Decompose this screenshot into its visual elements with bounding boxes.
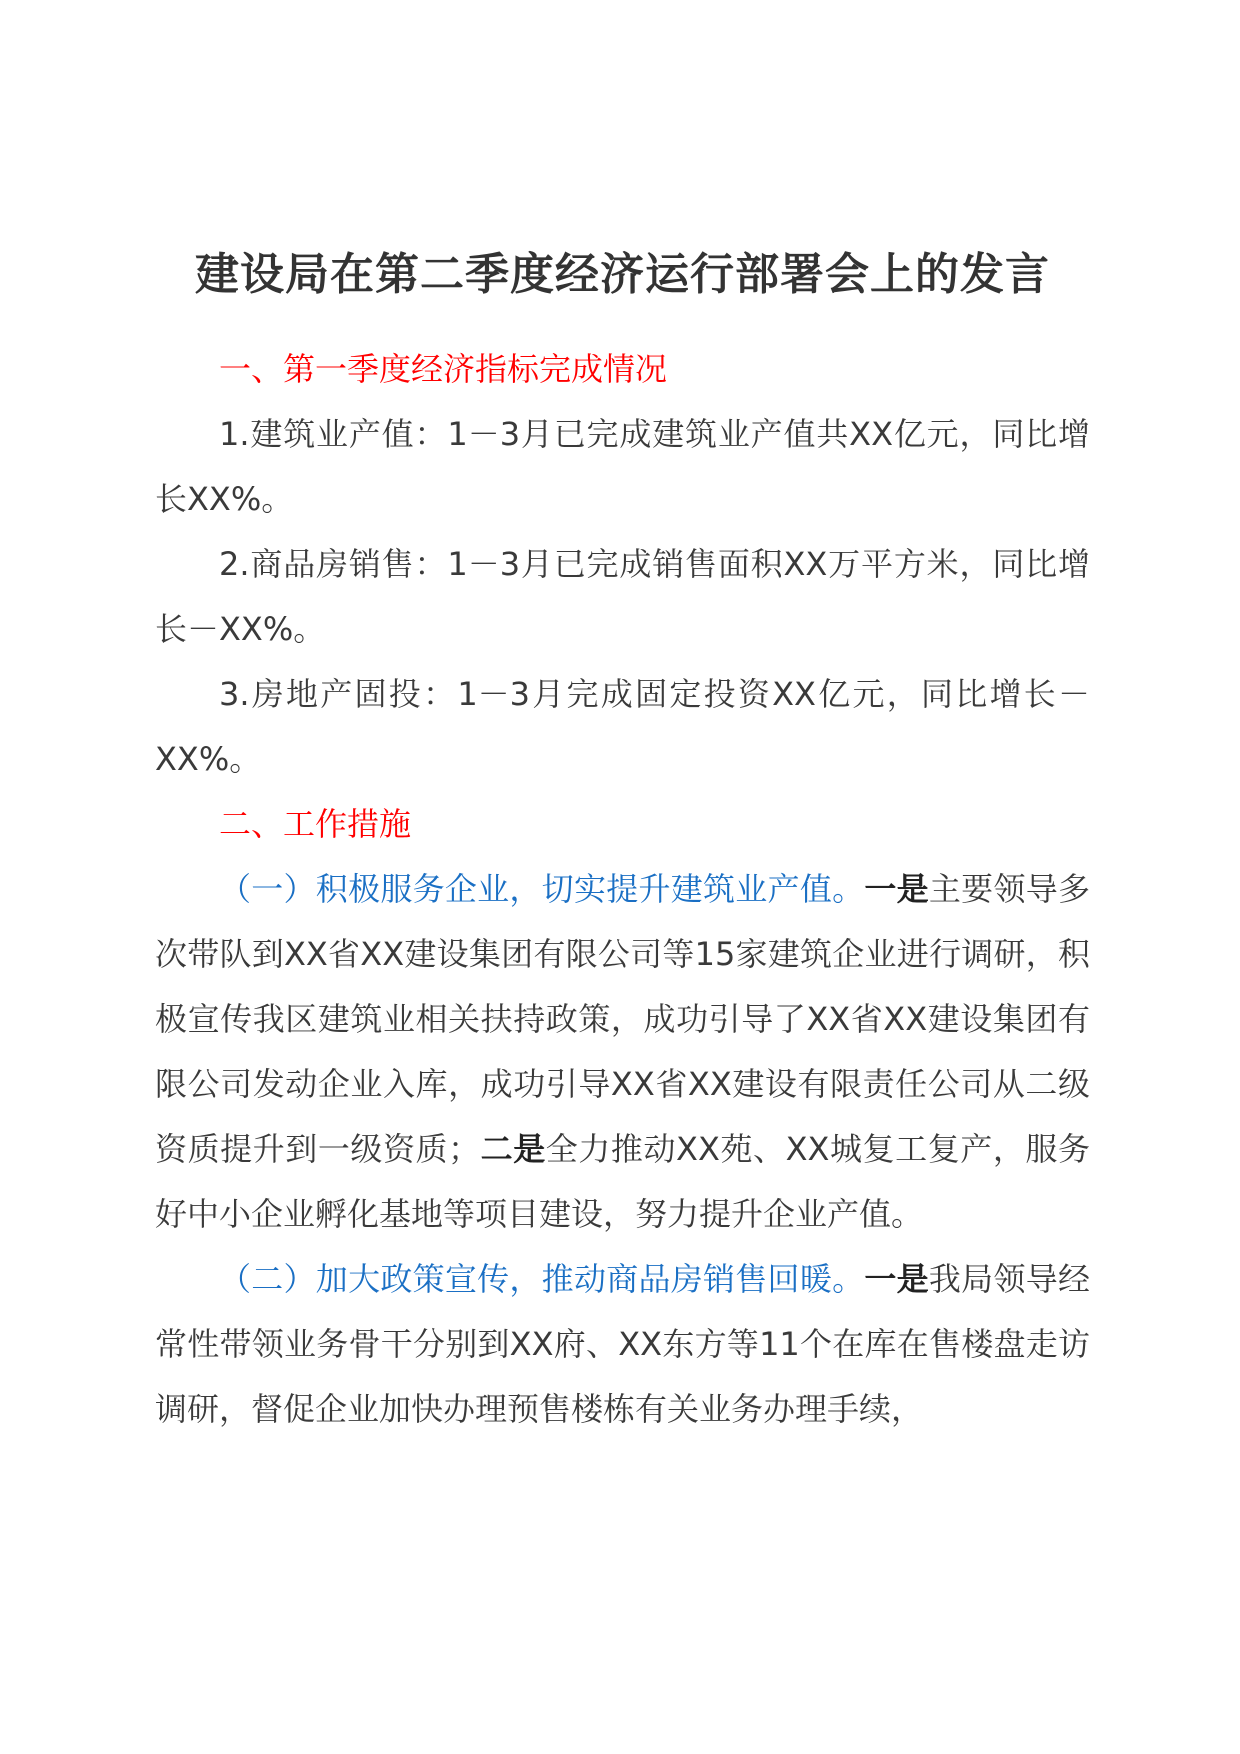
measure-subheading-1: （一）积极服务企业，切实提升建筑业产值。 [219, 870, 865, 908]
keyword-first: 一是 [864, 1260, 929, 1298]
measure-text: 我局领导经常性带领业务骨干分别到XX府、XX东方等11个在库在售楼盘走访调研，督促企业加快办理预售楼栋有关业务办理手续， [155, 1260, 1090, 1428]
measure-paragraph-2 [155, 1247, 1090, 1442]
indicator-item-1: 1.建筑业产值：1－3月已完成建筑业产值共XX亿元，同比增长XX%。 [155, 415, 1090, 518]
document-page [155, 235, 1090, 1442]
keyword-first: 一是 [864, 870, 929, 908]
indicator-item-2: 2.商品房销售：1－3月已完成销售面积XX万平方米，同比增长－XX%。 [155, 545, 1090, 648]
keyword-second: 二是 [480, 1130, 546, 1168]
measure-text: 主要领导多次带队到XX省XX建设集团有限公司等15家建筑企业进行调研，积极宣传我区建筑业相关扶持政策，成功引导了XX省XX建设集团有限公司发动企业入库，成功引导XX省XX建设有限责任公司从二级资质提升到一级资质； [155, 870, 1090, 1168]
measure-paragraph-1 [155, 857, 1090, 1247]
document-title: 建设局在第二季度经济运行部署会上的发言 [195, 249, 1050, 300]
measure-text: 全力推动XX苑、XX城复工复产，服务好中小企业孵化基地等项目建设，努力提升企业产值。 [155, 1130, 1090, 1233]
section-heading-1: 一、第一季度经济指标完成情况 [219, 350, 668, 388]
indicator-item-3: 3.房地产固投：1－3月完成固定投资XX亿元，同比增长－XX%。 [155, 675, 1090, 778]
section-heading-2: 二、工作措施 [219, 805, 412, 843]
measure-subheading-2: （二）加大政策宣传，推动商品房销售回暖。 [219, 1260, 865, 1298]
